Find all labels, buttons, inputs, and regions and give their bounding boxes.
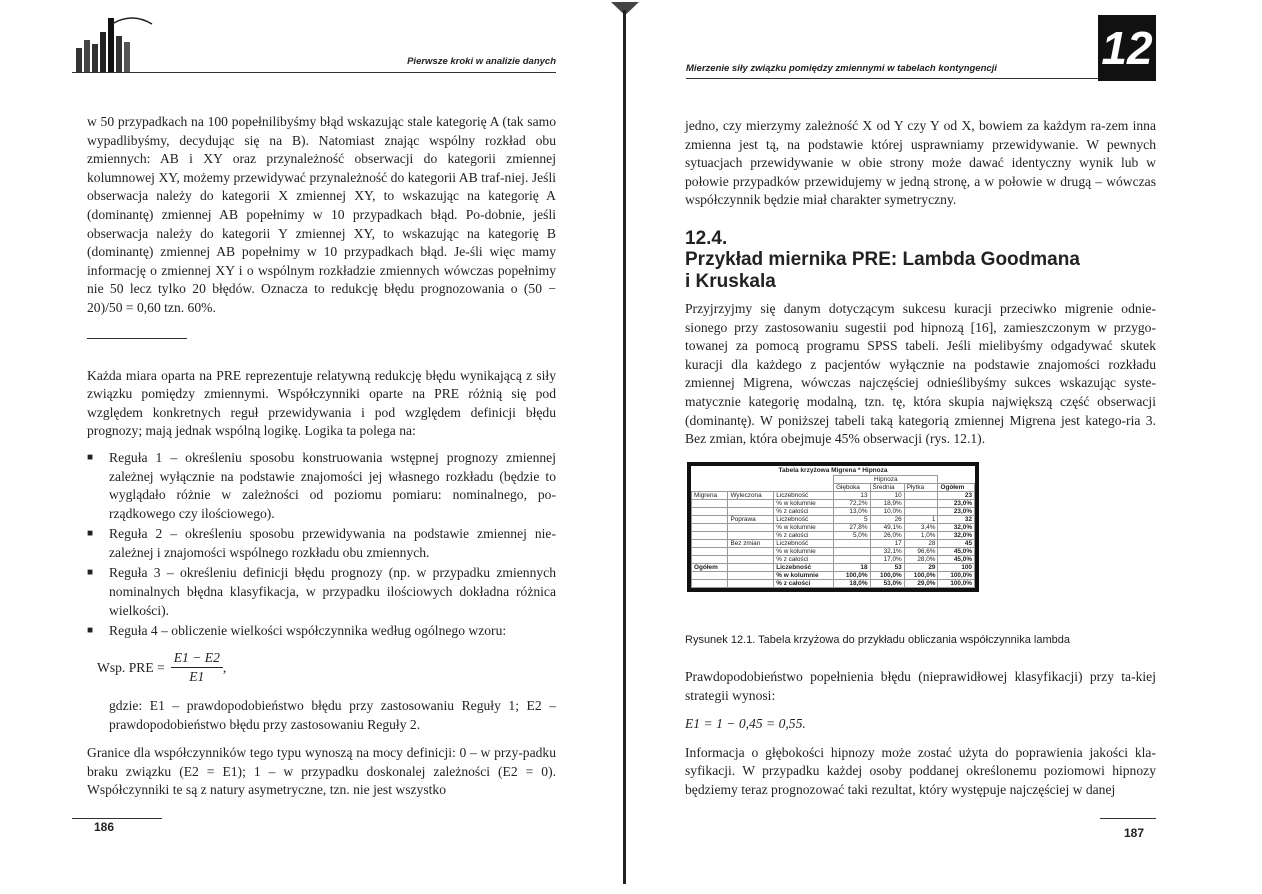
table-cell: 45,0% [938, 556, 975, 564]
crosstab-table [691, 475, 975, 588]
table-cell [692, 580, 728, 588]
paragraph: Prawdopodobieństwo popełnienia błędu (nieprawidłowej klasyfikacji) przy ta-kiej strategii wynosi: [685, 669, 1156, 703]
table-row [692, 524, 975, 532]
equation: E1 = 1 − 0,45 = 0,55. [685, 716, 806, 732]
page-number: 187 [1124, 826, 1145, 840]
column-header: Średnia [870, 484, 904, 492]
list-item: ■ Reguła 3 – określeniu definicji błędu prognozy (np. w przypadku zmiennych nominalnych błędna klasyfikacja, w przypadku ilościowych dokładna różnica wielkości). [87, 564, 556, 620]
table-cell: Liczebność [774, 540, 834, 548]
main-text [87, 113, 556, 800]
table-cell: 100,0% [938, 580, 975, 588]
table-cell: % z całości [774, 508, 834, 516]
table-cell: 72,2% [834, 500, 870, 508]
table-row [692, 548, 975, 556]
chapter-badge: 12 [1098, 15, 1156, 81]
table-cell: Wyleczona [728, 492, 774, 500]
table-cell: 28,0% [904, 556, 938, 564]
table-cell: 53,0% [870, 580, 904, 588]
formula-lhs: Wsp. PRE = [97, 659, 165, 675]
formula-denominator: E1 [189, 669, 205, 685]
table-cell [692, 556, 728, 564]
table-cell: 23,0% [938, 508, 975, 516]
table-row [692, 540, 975, 548]
table-cell: 100,0% [938, 572, 975, 580]
list-item: ■ Reguła 2 – określeniu sposobu przewidywania na podstawie zmiennej nie-zależnej i znajomości wspólnego rozkładu obu zmiennych. [87, 525, 556, 562]
table-row [692, 516, 975, 524]
table-cell: 100,0% [904, 572, 938, 580]
table-cell: 53 [870, 564, 904, 572]
table-cell [692, 548, 728, 556]
table-row [692, 484, 975, 492]
table-cell: 29 [904, 564, 938, 572]
table-cell: 13,0% [834, 508, 870, 516]
table-cell: Poprawa [728, 516, 774, 524]
table-cell: 100,0% [834, 572, 870, 580]
table-cell: 17 [870, 540, 904, 548]
paragraph: gdzie: E1 – prawdopodobieństwo błędu przy zastosowaniu Reguły 1; E2 – prawdopodobieństwo błędu przy zastosowaniu Reguły 2. [109, 698, 556, 732]
table-cell [728, 508, 774, 516]
table-row [692, 564, 975, 572]
table-cell [834, 540, 870, 548]
table-header: Hipnoza [834, 476, 938, 484]
table-cell: % w kolumnie [774, 500, 834, 508]
section-title-cont: i Kruskala [685, 271, 776, 292]
table-cell [692, 524, 728, 532]
main-text [685, 300, 1156, 449]
fraction [171, 649, 223, 687]
left-page [0, 0, 620, 894]
table-row [692, 492, 975, 500]
table-row [692, 580, 975, 588]
table-cell: 45 [938, 540, 975, 548]
table-cell: 100,0% [870, 572, 904, 580]
table-cell: 17,0% [870, 556, 904, 564]
table-cell: Bez zmian [728, 540, 774, 548]
list-item: ■ Reguła 4 – obliczenie wielkości współczynnika według ogólnego wzoru: [87, 622, 556, 641]
table-cell: 32 [938, 516, 975, 524]
column-header: Płytka [904, 484, 938, 492]
figure-caption [685, 634, 1070, 646]
table-cell [728, 580, 774, 588]
table-cell: 10,0% [870, 508, 904, 516]
table-cell: % w kolumnie [774, 548, 834, 556]
divider [87, 338, 187, 339]
table-row [692, 572, 975, 580]
table-cell [728, 564, 774, 572]
table-cell: 1,0% [904, 532, 938, 540]
table-cell: 23,0% [938, 500, 975, 508]
main-text [685, 668, 1156, 800]
table-cell: % w kolumnie [774, 572, 834, 580]
table-cell: 26 [870, 516, 904, 524]
paragraph: Każda miara oparta na PRE reprezentuje relatywną redukcję błędu wynikającą z siły związku pomiędzy zmiennymi. Współczynniki oparte na PRE różnią się pod względem konkretnych reguł przewidywania i pod względem definicji błędu prognozy; mają jednak wspólną logikę. Logika ta polega na: [87, 367, 556, 439]
table-cell: Liczebność [774, 516, 834, 524]
paragraph: w 50 przypadkach na 100 popełnilibyśmy błąd wskazując stale kategorię A (tak samo wypadlibyśmy, decydując się na B). Natomiast znając wspólny rozkład obu zmiennych: AB i XY oraz przynależność obserwacji do kategorii zmiennej kolumnowej XY, możemy przewidywać przynależność do kategorii AB traf-niej. Jeśli obserwacja należy do kategorii X zmiennej XY, to wskazując na kategorię A (dominantę) zmiennej AB popełnimy w 10 przypadkach błąd. Po-dobnie, jeśli obserwacja należy do kategorii Y zmiennej XY, to wskazując na kategorię B (dominantę) zmiennej AB popełnimy w 10 przypadkach błąd. Je-śli więc mamy informację o zmiennej XY i o wspólnym rozkładzie zmiennych wówczas popełnimy nie 50 lecz tylko 20 błędów. Oznacza to redukcję błędu prognozowania o (50 − 20)/50 = 0,60 tzn. 60%. [87, 114, 556, 315]
table-cell: % z całości [774, 580, 834, 588]
table-cell [692, 516, 728, 524]
table-cell [834, 548, 870, 556]
footer-rule [1100, 818, 1156, 819]
page-number: 186 [94, 820, 115, 834]
table-cell: 5 [834, 516, 870, 524]
table-row [692, 500, 975, 508]
crosstab-figure [687, 462, 979, 592]
table-row [692, 508, 975, 516]
table-cell: 45,0% [938, 548, 975, 556]
table-cell [728, 548, 774, 556]
column-header: Ogółem [938, 484, 975, 492]
caption-text: Rysunek 12.1. Tabela krzyżowa do przykładu obliczania współczynnika lambda [685, 634, 1070, 646]
table-cell [904, 492, 938, 500]
running-header: Pierwsze kroki w analizie danych [407, 56, 556, 67]
chapter-logo-icon [72, 12, 162, 76]
table-cell [692, 508, 728, 516]
table-cell [904, 500, 938, 508]
table-cell: 1 [904, 516, 938, 524]
table-cell: 5,0% [834, 532, 870, 540]
table-cell: 96,6% [904, 548, 938, 556]
table-cell: 13 [834, 492, 870, 500]
table-cell: 32,0% [938, 532, 975, 540]
table-cell [904, 508, 938, 516]
table-cell [728, 524, 774, 532]
table-cell: Liczebność [774, 492, 834, 500]
table-cell [728, 532, 774, 540]
table-cell [692, 540, 728, 548]
table-cell: 18 [834, 564, 870, 572]
table-cell: 49,1% [870, 524, 904, 532]
table-cell: % z całości [774, 556, 834, 564]
main-text [685, 117, 1156, 210]
table-cell [834, 556, 870, 564]
table-cell: 23 [938, 492, 975, 500]
table-row [692, 556, 975, 564]
table-cell: 18,9% [870, 500, 904, 508]
table-cell [692, 572, 728, 580]
footer-rule [72, 818, 162, 819]
paragraph: Granice dla współczynników tego typu wynoszą na mocy definicji: 0 – w przy-padku braku związku (E2 = E1); 1 – w przypadku doskonalej zależności (E2 = 0). Współczynniki te są z natury asymetryczne, tzn. nie jest wszystko [87, 745, 556, 798]
right-page [630, 0, 1262, 894]
table-cell [692, 532, 728, 540]
table-cell [692, 500, 728, 508]
table-cell: 28 [904, 540, 938, 548]
table-row [692, 476, 975, 484]
table-title: Tabela krzyżowa Migrena * Hipnoza [778, 467, 888, 474]
table-cell [728, 572, 774, 580]
paragraph: jedno, czy mierzymy zależność X od Y czy Y od X, bowiem za każdym ra-zem inna zmienna jest tą, na podstawie której usprawniamy przewidywanie. W pewnych sytuacjach przewidywanie w obie strony może dawać identyczny wynik lub w połowie przypadków przewidujemy w jedną stronę, a w połowie w drugą – wówczas współczynnik będzie miał charakter symetryczny. [685, 118, 1156, 208]
table-cell: % z całości [774, 532, 834, 540]
running-header: Mierzenie siły związku pomiędzy zmiennymi w tabelach kontyngencji [686, 63, 997, 74]
table-cell: 10 [870, 492, 904, 500]
table-cell: 32,0% [938, 524, 975, 532]
table-cell: 29,0% [904, 580, 938, 588]
formula-numerator: E1 − E2 [171, 649, 223, 669]
table-cell: 3,4% [904, 524, 938, 532]
paragraph: Przyjrzyjmy się danym dotyczącym sukcesu kuracji przeciwko migrenie odnie-sionego przy zastosowaniu sugestii pod hipnozą [16], zamieszczonym w przygo-towanej za pomocą programu SPSS tabeli. Jeśli mielibyśmy odgadywać skutek kuracji dla każdego z pacjentów wyłącznie na podstawie znajomości rozkładu zmiennej Migrena, wówczas najczęściej odnieślibyśmy sukces wskazując syste-matycznie kategorię modalną, tzn. tę, która skupia największą część obserwacji (dominantę). W poniższej tabeli taką kategorią zmiennej Migrena jest katego-ria 3. Bez zmian, która obejmuje 45% obserwacji (rys. 12.1). [685, 301, 1156, 447]
table-cell: % w kolumnie [774, 524, 834, 532]
table-row [692, 532, 975, 540]
paragraph: Informacja o głębokości hipnozy może zostać użyta do poprawienia jakości kla-syfikacji. W przypadku każdej osoby poddanej określonemu poziomowi hipnozy będziemy teraz prognozować taki rezultat, który występuje najczęściej w danej [685, 744, 1156, 797]
list-item: ■ Reguła 1 – określeniu sposobu konstruowania wstępnej prognozy zmiennej zależnej wyłącznie na podstawie znajomości jej własnego rozkładu (będzie to wyglądało różnie w zależności od poziomu pomiaru: nominalnego, po-rządkowego czy ilościowego). [87, 449, 556, 523]
table-cell: Liczebność [774, 564, 834, 572]
table-cell: Migrena [692, 492, 728, 500]
section-number: 12.4. [685, 228, 728, 249]
formula: Wsp. PRE = $\frac{E1 - E2}{E1}$ , [97, 649, 556, 687]
section-title: Przykład miernika PRE: Lambda Goodmana [685, 249, 1080, 270]
table-cell: Ogółem [692, 564, 728, 572]
table-cell: 18,0% [834, 580, 870, 588]
table-cell: 26,0% [870, 532, 904, 540]
table-cell: 27,8% [834, 524, 870, 532]
spine [623, 10, 626, 884]
table-cell: 100 [938, 564, 975, 572]
table-cell: 32,1% [870, 548, 904, 556]
table-cell [728, 500, 774, 508]
rules-list [87, 449, 556, 641]
column-header: Głęboka [834, 484, 870, 492]
table-cell [728, 556, 774, 564]
